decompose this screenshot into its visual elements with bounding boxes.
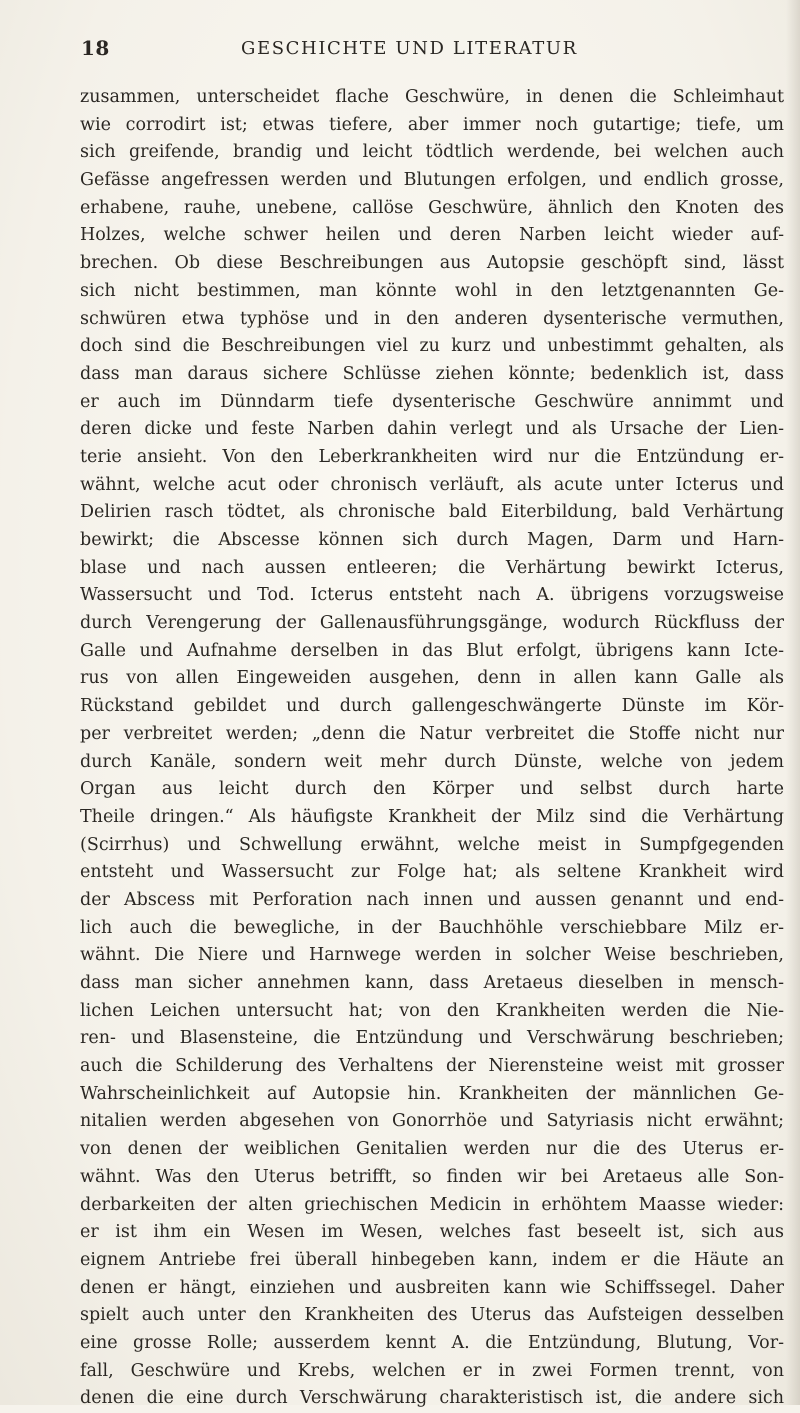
- text-line: Wassersucht und Tod. Icterus entsteht nach A. übrigens vorzugsweise: [80, 585, 784, 606]
- text-line: doch sind die Beschreibungen viel zu kurz und unbestimmt gehalten, als: [80, 336, 784, 357]
- text-line: terie ansieht. Von den Leberkrankheiten wird nur die Entzündung er-: [80, 446, 784, 467]
- text-line: wie corrodirt ist; etwas tiefere, aber immer noch gutartige; tiefe, um: [80, 114, 784, 135]
- text-line: spielt auch unter den Krankheiten des Uterus das Aufsteigen desselben: [80, 1305, 784, 1326]
- text-line: denen er hängt, einziehen und ausbreiten kann wie Schiffssegel. Daher: [80, 1277, 784, 1298]
- text-line: lich auch die bewegliche, in der Bauchhöhle verschiebbare Milz er-: [80, 917, 784, 938]
- text-line: er ist ihm ein Wesen im Wesen, welches fast beseelt ist, sich aus: [80, 1222, 784, 1243]
- text-line: von denen der weiblichen Genitalien werden nur die des Uterus er-: [80, 1139, 784, 1160]
- text-line: (Scirrhus) und Schwellung erwähnt, welche meist in Sumpfgegenden: [80, 834, 784, 855]
- text-line: nitalien werden abgesehen von Gonorrhöe und Satyriasis nicht erwähnt;: [80, 1111, 784, 1132]
- text-line: Rückstand gebildet und durch gallengeschwängerte Dünste im Kör-: [80, 696, 784, 717]
- text-line: der Abscess mit Perforation nach innen und aussen genannt und end-: [80, 889, 784, 910]
- text-line: entsteht und Wassersucht zur Folge hat; als seltene Krankheit wird: [80, 862, 784, 883]
- text-line: Theile dringen.“ Als häufigste Krankheit der Milz sind die Verhärtung: [80, 806, 784, 827]
- text-line: denen die eine durch Verschwärung charakteristisch ist, die andere sich: [80, 1388, 784, 1409]
- text-line: rus von allen Eingeweiden ausgehen, denn in allen kann Galle als: [80, 668, 784, 689]
- text-line: wähnt, welche acut oder chronisch verläuft, als acute unter Icterus und: [80, 474, 784, 495]
- text-line: durch Kanäle, sondern weit mehr durch Dünste, welche von jedem: [80, 751, 784, 772]
- text-line: bewirkt; die Abscesse können sich durch Magen, Darm und Harn-: [80, 530, 784, 550]
- running-head: GESCHICHTE UND LITERATUR: [241, 38, 578, 59]
- body-text: [80, 84, 784, 1413]
- text-line: lichen Leichen untersucht hat; von den Krankheiten werden die Nie-: [80, 1000, 784, 1021]
- text-line: ren- und Blasensteine, die Entzündung und Verschwärung beschrieben;: [80, 1028, 784, 1049]
- page-edge-shadow: [786, 0, 800, 1405]
- text-line: schwüren etwa typhöse und in den anderen dysenterische vermuthen,: [80, 308, 784, 329]
- text-line: blase und nach aussen entleeren; die Verhärtung bewirkt Icterus,: [80, 557, 784, 578]
- text-line: erhabene, rauhe, unebene, callöse Geschwüre, ähnlich den Knoten des: [80, 197, 784, 218]
- text-line: er auch im Dünndarm tiefe dysenterische Geschwüre annimmt und: [80, 391, 784, 412]
- text-line: wähnt. Die Niere und Harnwege werden in solcher Weise beschrieben,: [80, 945, 784, 966]
- text-line: wähnt. Was den Uterus betrifft, so finden wir bei Aretaeus alle Son-: [80, 1166, 784, 1187]
- text-line: dass man daraus sichere Schlüsse ziehen könnte; bedenklich ist, dass: [80, 363, 784, 384]
- text-line: Organ aus leicht durch den Körper und selbst durch harte: [80, 779, 784, 800]
- text-line: sich greifende, brandig und leicht tödtlich werdende, bei welchen auch: [80, 142, 784, 163]
- text-line: Gefässe angefressen werden und Blutungen erfolgen, und endlich grosse,: [80, 170, 784, 191]
- text-line: derbarkeiten der alten griechischen Medicin in erhöhtem Maasse wieder:: [80, 1194, 784, 1215]
- text-line: Wahrscheinlichkeit auf Autopsie hin. Krankheiten der männlichen Ge-: [80, 1083, 784, 1104]
- text-line: per verbreitet werden; „denn die Natur verbreitet die Stoffe nicht nur: [80, 723, 784, 744]
- text-line: eignem Antriebe frei überall hinbegeben kann, indem er die Häute an: [80, 1249, 784, 1270]
- text-line: sich nicht bestimmen, man könnte wohl in den letztgenannten Ge-: [80, 280, 784, 301]
- page-header: [81, 36, 781, 64]
- text-line: dass man sicher annehmen kann, dass Aretaeus dieselben in mensch-: [80, 973, 784, 993]
- text-line: Delirien rasch tödtet, als chronische bald Eiterbildung, bald Verhärtung: [80, 502, 784, 523]
- text-line: eine grosse Rolle; ausserdem kennt A. die Entzündung, Blutung, Vor-: [80, 1332, 784, 1353]
- text-line: fall, Geschwüre und Krebs, welchen er in zwei Formen trennt, von: [80, 1360, 784, 1381]
- text-line: auch die Schilderung des Verhaltens der Nierensteine weist mit grosser: [80, 1056, 784, 1077]
- page-number: 18: [81, 36, 110, 60]
- text-line: durch Verengerung der Gallenausführungsgänge, wodurch Rückfluss der: [80, 613, 784, 634]
- text-line: zusammen, unterscheidet flache Geschwüre, in denen die Schleimhaut: [80, 87, 784, 107]
- text-line: Galle und Aufnahme derselben in das Blut erfolgt, übrigens kann Icte-: [80, 640, 784, 661]
- text-line: brechen. Ob diese Beschreibungen aus Autopsie geschöpft sind, lässt: [80, 253, 784, 274]
- text-line: Holzes, welche schwer heilen und deren Narben leicht wieder auf-: [80, 225, 784, 246]
- text-line: deren dicke und feste Narben dahin verlegt und als Ursache der Lien-: [80, 419, 784, 440]
